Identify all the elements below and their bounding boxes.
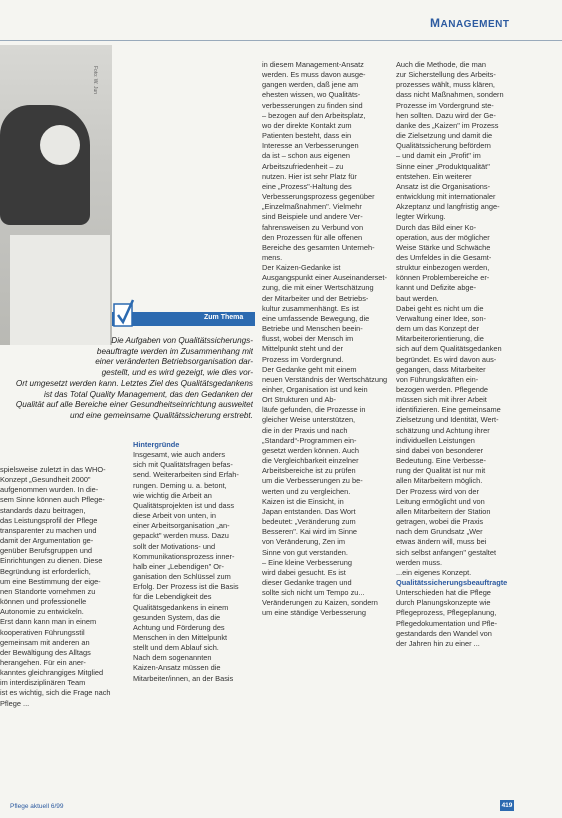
- text-line: verbesserungen zu finden sind: [262, 100, 363, 110]
- text-line: – und damit ein „Profit" im: [396, 151, 481, 161]
- text-line: Arbeitszufriedenheit – zu: [262, 161, 344, 171]
- text-line: sind Beispiele und andere Ver-: [262, 212, 363, 222]
- text-line: Weise Stärke und Schwäche: [396, 242, 491, 252]
- text-line: standards dazu beitragen,: [0, 505, 86, 515]
- text-line: einer Arbeitsorganisation „an-: [133, 521, 230, 531]
- text-line: Sinne von gut verstanden.: [262, 547, 348, 557]
- text-line: durch Planungskonzepte wie: [396, 598, 491, 608]
- text-line: – bezogen auf den Arbeitsplatz,: [262, 110, 366, 120]
- text-line: kannt und Defizite abge-: [396, 283, 477, 293]
- footer-issue: Pflege aktuell 6/99: [10, 803, 64, 810]
- text-line: nen Standorte vornehmen zu: [0, 586, 96, 596]
- column-1: [0, 465, 128, 709]
- text-line: Erfolg. Der Prozess ist die Basis: [133, 582, 239, 592]
- text-line: werten und zu vergleichen.: [262, 486, 351, 496]
- text-line: „Einzelmaßnahmen". Vielmehr: [262, 202, 362, 212]
- text-line: danke des „Kaizen" im Prozess: [396, 120, 499, 130]
- text-line: Ort Strukturen und Ab-: [262, 395, 336, 405]
- text-line: Dabei geht es nicht um die: [396, 303, 484, 313]
- text-line: gestandards den Wandel von: [396, 628, 492, 638]
- text-line: sind dabei von besonderer: [396, 445, 484, 455]
- intro-line: beauftragte werden im Zusammenhang mit: [96, 346, 253, 356]
- text-line: Akzeptanz und langfristig ange-: [396, 202, 500, 212]
- text-line: neuen Verständnis der Wertschätzung: [262, 374, 388, 384]
- text-line: von Veränderung, Zen im: [262, 537, 345, 547]
- text-line: getragen, wobei die Praxis: [396, 517, 484, 527]
- text-line: Begründung ist erforderlich,: [0, 566, 91, 576]
- text-line: gemeinsam mit anderen an: [0, 637, 90, 647]
- text-line: baut werden.: [396, 293, 439, 303]
- text-line: diese Arbeit von unten, in: [133, 511, 216, 521]
- text-line: Mitarbeiter/innen, an der Basis: [133, 673, 234, 683]
- text-line: etwas ändern will, muss bei: [396, 537, 487, 547]
- text-line: Qualitätsprojekten ist und dass: [133, 500, 235, 510]
- text-line: fahrensweisen zu Verbund von: [262, 222, 364, 232]
- text-line: prozesses wählt, muss klären,: [396, 80, 495, 90]
- column-2: [133, 440, 253, 684]
- text-line: sem Sinne können auch Pflege-: [0, 495, 105, 505]
- text-line: Japan entstanden. Das Wort: [262, 506, 356, 516]
- text-line: individuellen Leistungen: [396, 435, 475, 445]
- intro-line: gestellt, und es wird gezeigt, wie dies vor-: [101, 368, 253, 378]
- text-line: entwicklung mit internationaler: [396, 192, 496, 202]
- text-line: bedeutet: „Veränderung zum: [262, 517, 356, 527]
- text-line: Prozess im Vordergrund.: [262, 354, 344, 364]
- text-line: Einrichtungen zu dienen. Diese: [0, 556, 103, 566]
- text-line: die in der Praxis und nach: [262, 425, 348, 435]
- text-line: Bereiche des gesamten Unterneh-: [262, 242, 375, 252]
- text-line: kanntes gleichrangiges Mitglied: [0, 668, 104, 678]
- header-rule: [0, 40, 562, 41]
- text-line: des Umfeldes in die Gesamt-: [396, 252, 492, 262]
- text-line: dern um das Konzept der: [396, 324, 479, 334]
- intro-line: einer veränderten Betriebsorganisation dar-: [95, 357, 253, 367]
- text-line: hen sollten. Dazu wird der Ge-: [396, 110, 496, 120]
- text-line: können und professionelle: [0, 597, 87, 607]
- intro-line: Qualität auf alle Bereiche einer Gesundheitseinrichtung ausweitet: [15, 400, 253, 410]
- text-line: Mittelpunkt steht und der: [262, 344, 343, 354]
- text-line: gegangen, dass Mitarbeiter: [396, 364, 486, 374]
- section-title: MANAGEMENT: [430, 16, 510, 30]
- text-line: kooperativen Führungsstil: [0, 627, 85, 637]
- text-line: Unterschieden hat die Pflege: [396, 588, 491, 598]
- text-line: – Eine kleine Verbesserung: [262, 557, 352, 567]
- text-line: der Mitarbeiter und der Betriebs-: [262, 293, 369, 303]
- text-line: Durch das Bild einer Ko-: [396, 222, 477, 232]
- text-line: wird dabei gesucht. Es ist: [262, 567, 346, 577]
- text-line: gesetzt werden können. Auch: [262, 445, 359, 455]
- text-line: gleicher Weise unterstützen,: [262, 415, 356, 425]
- text-line: Qualitätsgedankens in einem: [133, 602, 229, 612]
- text-line: bezogen werden. Pflegende: [396, 385, 489, 394]
- text-line: im interdisziplinären Team: [0, 678, 86, 688]
- text-line: Pflegedokumentation und Pfle-: [396, 618, 498, 628]
- section-header: [430, 14, 509, 32]
- photo-credit: Foto: W. Jun: [92, 66, 98, 95]
- text-line: aufgenommen wurden. In die-: [0, 485, 99, 495]
- text-line: Kommunikationsprozess inner-: [133, 551, 235, 561]
- text-line: Kaizen ist die Einsicht, in: [262, 496, 344, 506]
- text-line: wie wichtig die Arbeit an: [133, 490, 212, 500]
- text-line: werden muss.: [396, 557, 443, 567]
- subheading-hintergruende: Hintergründe: [133, 440, 180, 449]
- text-line: in diesem Management-Ansatz: [262, 60, 364, 69]
- text-line: Veränderungen zu Kaizen, sondern: [262, 598, 378, 608]
- topic-label: Zum Thema: [204, 314, 244, 321]
- text-line: nach dem Grundsatz „Wer: [396, 527, 483, 537]
- text-line: sollte sich nicht um Tempo zu...: [262, 588, 365, 598]
- text-line: Autonomie zu entwickeln.: [0, 607, 84, 617]
- text-line: gesunden System, das die: [133, 612, 221, 622]
- text-line: Ausgangspunkt einer Auseinanderset-: [262, 273, 387, 283]
- text-line: können Problembereiche er-: [396, 273, 490, 283]
- text-line: eine „Prozess"-Haltung des: [262, 181, 352, 191]
- text-line: den Prozessen für alle offenen: [262, 232, 363, 242]
- text-line: Auch die Methode, die man: [396, 60, 486, 69]
- text-line: von Führungskräften ein-: [396, 374, 479, 384]
- column-3: [262, 60, 392, 619]
- text-line: Zielsetzung und Identität, Wert-: [396, 415, 499, 425]
- intro-line: Die Aufgaben von Qualitätssicherungs-: [111, 336, 253, 345]
- text-line: Nach dem sogenannten: [133, 653, 212, 663]
- intro-line: Ort umgesetzt werden kann. Letztes Ziel des Qualitätsgedankens: [15, 378, 253, 388]
- text-line: der Jahren hin zu einer ...: [396, 638, 480, 648]
- text-line: sich selbst anfangen" gestaltet: [396, 547, 496, 557]
- text-line: die Zielsetzung und damit die: [396, 131, 493, 141]
- text-line: läufe gefunden, die Prozesse in: [262, 405, 366, 415]
- text-line: „Standard“-Programmen ein-: [262, 435, 357, 445]
- text-line: legter Wirkung.: [396, 212, 446, 222]
- text-line: um eine ständige Verbesserung: [262, 608, 366, 618]
- text-line: sich auf dem Qualitätsgedanken: [396, 344, 502, 354]
- text-line: der Bewältigung des Alltags: [0, 647, 91, 657]
- text-line: dieser Gedanke tragen und: [262, 577, 352, 587]
- text-line: ...ein eigenes Konzept.: [396, 567, 472, 577]
- text-line: wo der direkte Kontakt zum: [262, 120, 352, 130]
- text-line: entstehen. Ein weiterer: [396, 171, 472, 181]
- intro-line: und eine gemeinsame Qualitätssicherung erstrebt.: [70, 410, 253, 420]
- text-line: struktur einbezogen werden,: [396, 263, 490, 273]
- text-line: für die Lebendigkeit des: [133, 592, 212, 602]
- column-4: [396, 60, 524, 649]
- text-line: Achtung und Förderung des: [133, 622, 225, 632]
- text-line: dass nicht Maßnahmen, sondern: [396, 90, 504, 100]
- text-line: transparenter zu machen und: [0, 525, 97, 535]
- text-line: gepackt" werden muss. Dazu: [133, 531, 229, 541]
- text-line: Konzept „Gesundheit 2000": [0, 475, 91, 485]
- text-line: halb einer „Lebendigen" Or-: [133, 561, 224, 571]
- text-line: Bedeutung. Eine Verbesse-: [396, 456, 486, 466]
- text-line: eine umfassende Bewegung, die: [262, 313, 370, 323]
- text-line: herangehen. Für ein aner-: [0, 657, 86, 667]
- text-line: Leitung ermöglicht und von: [396, 496, 485, 506]
- text-line: zung, die mit einer Wertschätzung: [262, 283, 374, 293]
- text-line: flusst, wobei der Mensch im: [262, 334, 354, 344]
- text-line: Prozesse im Vordergrund ste-: [396, 100, 494, 110]
- text-line: da ist – schon aus eigenen: [262, 151, 350, 161]
- text-line: ganisation den Schlüssel zum: [133, 572, 231, 582]
- text-line: zur Sicherstellung des Arbeits-: [396, 70, 496, 80]
- text-line: allen Mitarbeitern möglich.: [396, 476, 483, 486]
- text-line: Pflegeprozess, Pflegeplanung,: [396, 608, 497, 618]
- text-line: Mitarbeiterorientierung, die: [396, 334, 484, 344]
- text-line: Besseren". Kai wird im Sinne: [262, 527, 358, 537]
- text-line: begründet. Es wird davon aus-: [396, 354, 497, 364]
- text-line: werden. Es muss davon ausge-: [262, 70, 366, 80]
- text-line: Arbeitsbereiche ist zu prüfen: [262, 466, 356, 476]
- checkmark-icon: [113, 298, 135, 328]
- text-line: genüber Berufsgruppen und: [0, 546, 93, 556]
- text-line: Betriebe und Menschen beein-: [262, 324, 363, 334]
- text-line: Insgesamt, wie auch anders: [133, 450, 226, 460]
- text-line: das Leistungsprofil der Pflege: [0, 515, 98, 525]
- text-line: rungen. Deming u. a. betont,: [133, 480, 227, 490]
- text-line: allen Mitarbeitern der Station: [396, 506, 491, 516]
- text-line: ist es wichtig, sich die Frage nach: [0, 688, 111, 698]
- text-line: Verwaltung einer Idee, son-: [396, 313, 486, 323]
- text-line: stellt und dem Ablauf sich.: [133, 643, 219, 653]
- page-number: 419: [501, 802, 513, 809]
- text-line: Der Gedanke geht mit einem: [262, 364, 357, 374]
- text-line: operation, aus der möglicher: [396, 232, 490, 242]
- text-line: identifizieren. Eine gemeinsame: [396, 405, 501, 415]
- text-line: rung der Qualität ist nur mit: [396, 466, 486, 476]
- text-line: Der Kaizen-Gedanke ist: [262, 263, 341, 273]
- text-line: ehesten wissen, wo Qualitäts-: [262, 90, 361, 100]
- text-line: Erst dann kann man in einem: [0, 617, 97, 627]
- text-line: damit der Argumentation ge-: [0, 536, 94, 546]
- text-line: Menschen in den Mittelpunkt: [133, 632, 228, 642]
- text-line: Pflege ...: [0, 698, 30, 708]
- text-line: nutzen. Hier ist sehr Platz für: [262, 171, 357, 181]
- text-line: um die Verbesserungen zu be-: [262, 476, 363, 486]
- text-line: Patienten besteht, dass ein: [262, 131, 352, 141]
- text-line: kultur zusammenhängt. Es ist: [262, 303, 359, 313]
- intro-text: [5, 336, 253, 422]
- subheading-qsb: Qualitätssicherungsbeauftragte: [396, 577, 508, 587]
- text-line: schätzung und Achtung ihrer: [396, 425, 490, 435]
- text-line: Der Prozess wird von der: [396, 486, 479, 496]
- text-line: Interesse an Verbesserungen: [262, 141, 359, 151]
- text-line: die Vergleichbarkeit einzelner: [262, 456, 359, 466]
- text-line: mens.: [262, 252, 283, 262]
- text-line: spielsweise zuletzt in das WHO-: [0, 465, 106, 474]
- text-line: sich mit Qualitätsfragen befas-: [133, 460, 233, 470]
- text-line: um eine Bestimmung der eige-: [0, 576, 101, 586]
- text-line: sollt der Motivations- und: [133, 541, 216, 551]
- text-line: gangen werden, daß jene am: [262, 80, 359, 90]
- intro-line: ist das Total Quality Management, das den Gedanken der: [43, 389, 253, 399]
- text-line: send. Weiterarbeiten sind Erfah-: [133, 470, 239, 480]
- text-line: Qualitätssicherung befördern: [396, 141, 491, 151]
- text-line: einher, Organisation ist und kein: [262, 385, 368, 394]
- text-line: Ansatz ist die Organisations-: [396, 181, 491, 191]
- text-line: Verbesserungsprozess gegenüber: [262, 192, 375, 202]
- text-line: Sinne einer „Produktqualität": [396, 161, 490, 171]
- text-line: müssen sich mit ihrer Arbeit: [396, 395, 487, 405]
- text-line: Kaizen-Ansatz müssen die: [133, 663, 221, 673]
